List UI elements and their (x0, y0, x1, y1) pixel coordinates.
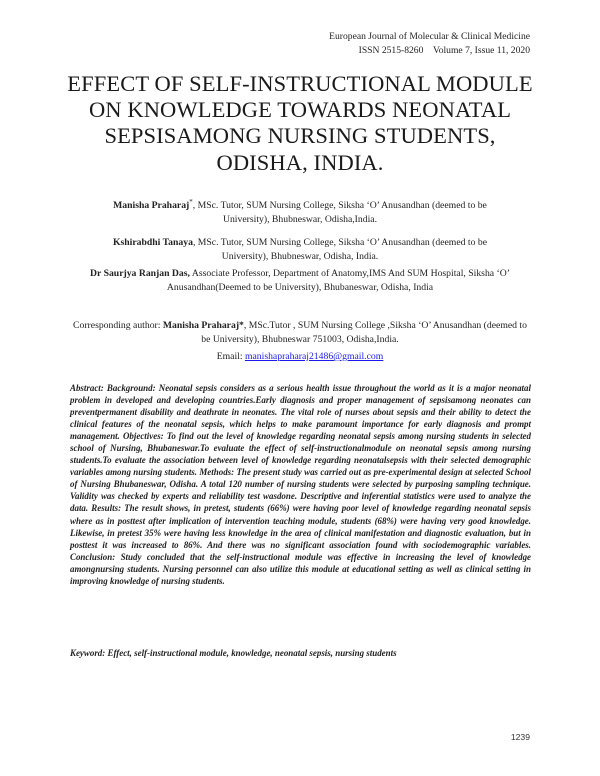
author-affiliation: Associate Professor, Department of Anatomy,IMS And SUM Hospital, Siksha ‘O’ Anusandhan(Deemed to be University), Bhubaneswar, Odisha, India (166, 268, 510, 293)
author-block (90, 236, 510, 264)
journal-volume-issue: Volume 7, Issue 11, 2020 (433, 44, 530, 56)
author-affiliation: , MSc. Tutor, SUM Nursing College, Siksha ‘O’ Anusandhan (deemed to be University), Bhubneswar, Odisha,India. (192, 200, 487, 226)
corresponding-details: , MSc.Tutor , SUM Nursing College ,Siksha ‘O’ Anusandhan (deemed to be University), Bhubneswar 751003, Odisha,India. (201, 320, 527, 345)
author-name: Kshirabdhi Tanaya (112, 237, 193, 248)
corresponding-label: Corresponding author: (73, 320, 163, 331)
author-block (90, 195, 510, 227)
abstract: Abstract: Background: Neonatal sepsis considers as a serious health issue throughout the world as it is a major neonatal problem in developed and developing countries.Early diagnosis and proper management of sepsisamong neonates can preventpermanent disability and deathrate in neonates. The vital role of nurses about sepsis and their ability to detect the clinical features of the neonatal sepsis, which helps to make paramount importance for early diagnosis and prompt management. Objectives: To find out the level of knowledge regarding neonatal sepsis among nursing students in selected school of Nursing, Bhubaneswar.To evaluate the effect of self-instructionalmodule on neonatal sepsis among nursing students.To evaluate the association between level of knowledge regarding neonatalsepsis with their selected demographic variables among nursing students. Methods: The present study was carried out as pre-experimental design at selected School of Nursing Bhubaneswar, Odisha. A total 120 number of nursing students were selected by purposing sampling technique. Validity was checked by experts and reliability test wasdone. Descriptive and inferential statistics were used to analyze the data. Results: The result shows, in pretest, students (66%) were having poor level of knowledge regarding neonatal sepsis where as in posttest after implication of intervention teaching module, students (68%) were having very good knowledge. Likewise, in pretest 35% were having less knowledge in the area of clinical manifestation and diagnostic evaluation, but in posttest it was increased to 86%. And there was no significant association found with sociodemographic variables. Conclusion: Study concluded that the self-instructional module was effective in increasing the level of knowledge amongnursing students. Nursing personnel can also utilize this module at educational setting as well as clinical setting in improving knowledge of nursing students. (70, 383, 531, 586)
corresponding-name: Manisha Praharaj* (162, 320, 244, 331)
author-name: Manisha Praharaj (113, 200, 190, 212)
keywords: Keyword: Effect, self-instructional module, knowledge, neonatal sepsis, nursing students (70, 648, 397, 658)
email-label: Email: (216, 351, 245, 362)
corresponding-author (70, 319, 530, 347)
email-line (70, 351, 530, 362)
paper-title: EFFECT OF SELF-INSTRUCTIONAL MODULE ON KNOWLEDGE TOWARDS NEONATAL SEPSISAMONG NURSING STUDENTS, ODISHA, INDIA. (67, 71, 533, 175)
journal-issn: ISSN 2515-8260 (358, 44, 424, 56)
page-number: 1239 (510, 732, 530, 742)
author-block (90, 267, 510, 295)
journal-issn-volume (329, 44, 530, 58)
author-affiliation: , MSc. Tutor, SUM Nursing College, Siksha ‘O’ Anusandhan (deemed to be University), Bhubneswar, Odisha, India. (192, 237, 488, 262)
author-marker: * (189, 198, 193, 206)
journal-name: European Journal of Molecular & Clinical Medicine (329, 31, 530, 42)
email-link[interactable]: manishapraharaj21486@gmail.com (244, 351, 384, 362)
journal-header (329, 30, 530, 57)
author-name: Dr Saurjya Ranjan Das, (90, 268, 190, 279)
